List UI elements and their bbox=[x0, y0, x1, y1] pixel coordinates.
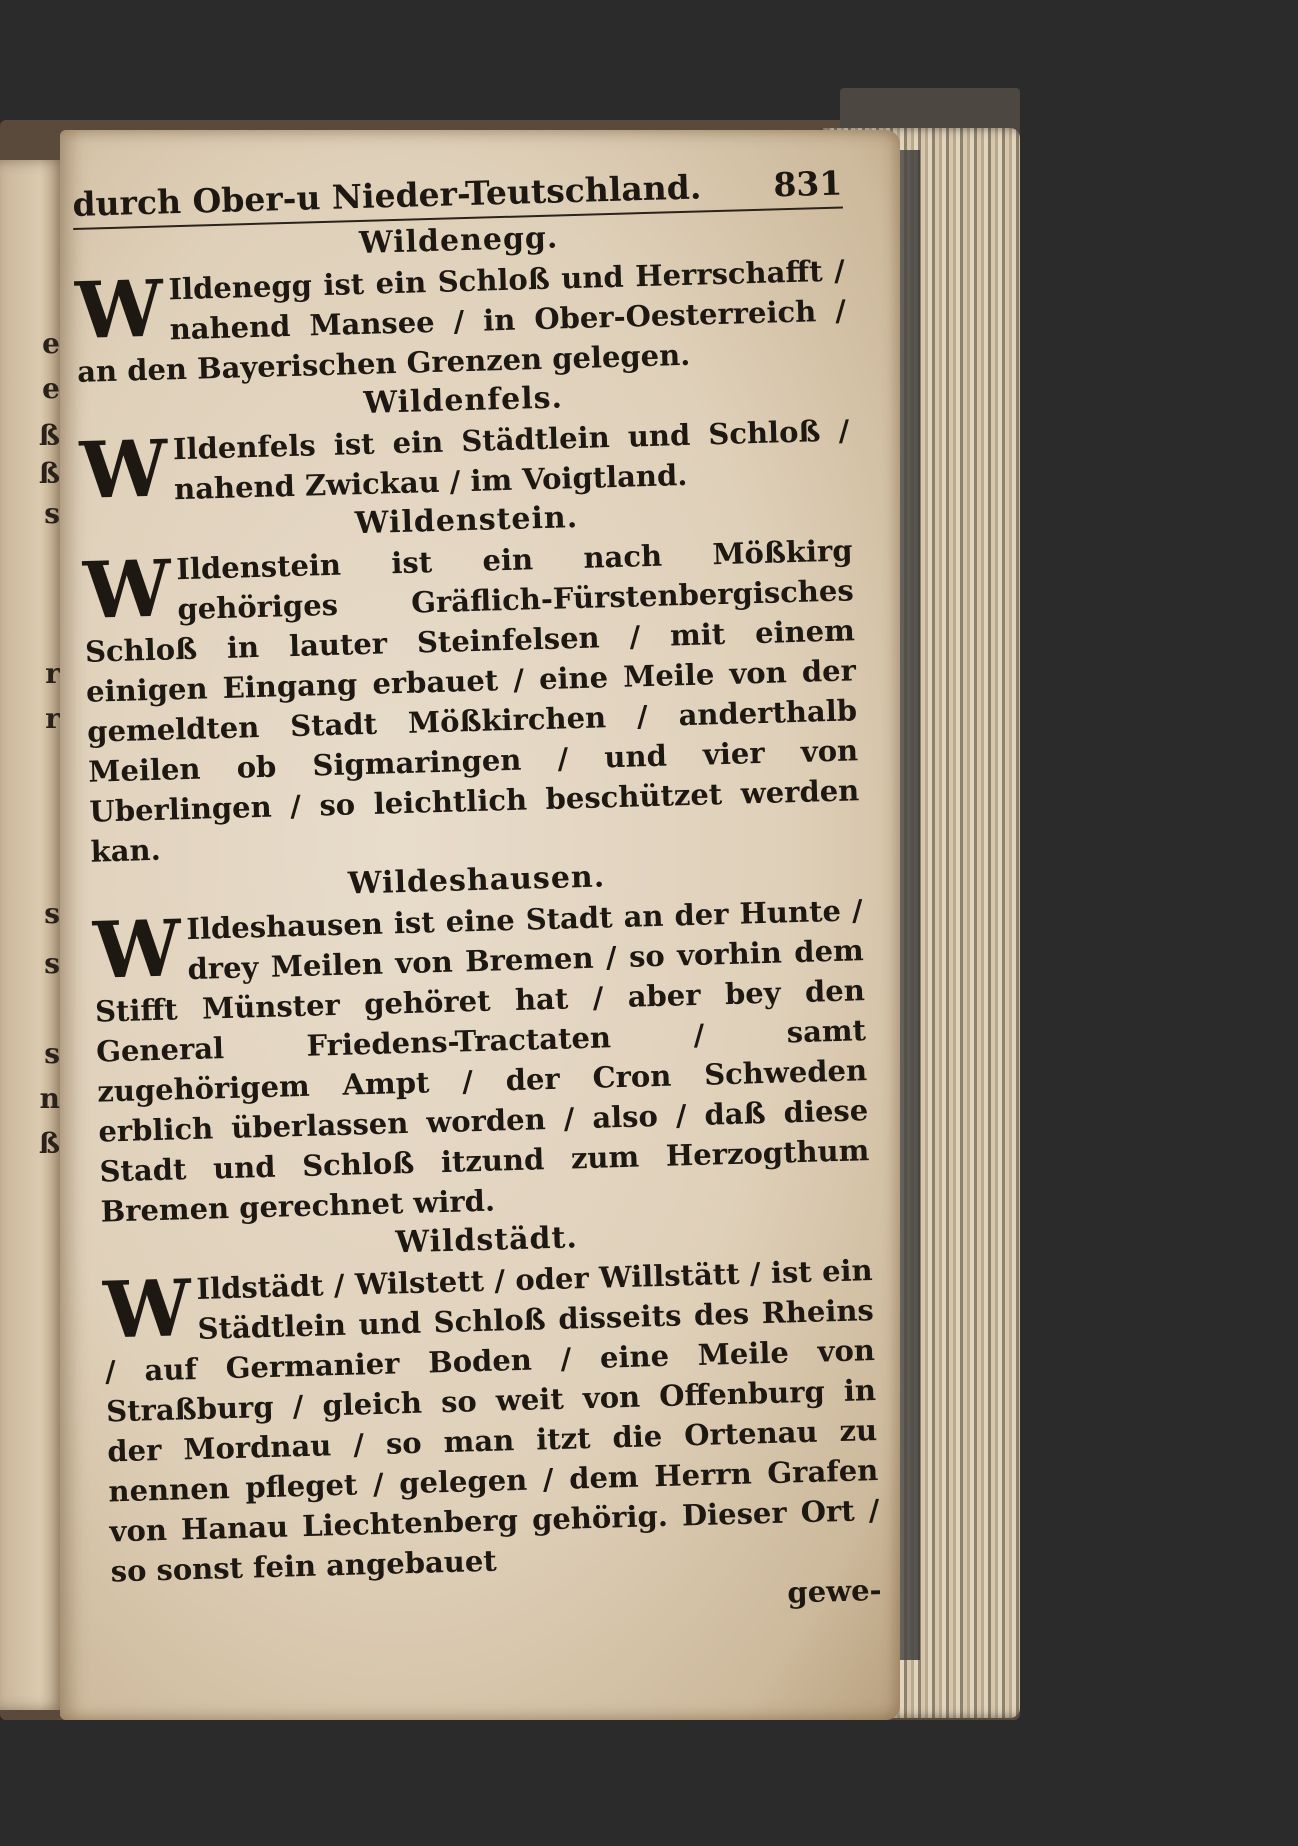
left-page-edge bbox=[0, 160, 66, 1710]
left-page-fragment: s bbox=[44, 497, 60, 530]
left-page-fragment: s bbox=[44, 947, 60, 980]
entry-body: Ildenfels ist ein Städtlein und Schloß / nahend Zwickau / im Voigtland. bbox=[172, 413, 850, 507]
entry-text bbox=[102, 1250, 881, 1591]
catchword: gewe- bbox=[786, 1572, 883, 1610]
entry-heading: Wildeshausen. bbox=[347, 859, 606, 902]
drop-initial: W bbox=[92, 903, 183, 997]
page-number: 831 bbox=[772, 163, 843, 205]
entry-body: Ildenegg ist ein Schloß und Herrschafft / nahend Mansee / in Ober-Oesterreich / an den Bayerischen Grenzen gelegen. bbox=[76, 253, 847, 389]
entry-heading: Wildstädt. bbox=[394, 1220, 579, 1261]
drop-initial: W bbox=[78, 423, 169, 517]
left-page-fragment: e bbox=[42, 372, 60, 405]
drop-initial: W bbox=[74, 263, 165, 357]
entry-heading: Wildenfels. bbox=[362, 380, 564, 421]
entry-body: Ildeshausen ist eine Stadt an der Hunte / drey Meilen von Bremen / so vorhin dem Stifft Münster gehöret hat / aber bey den General Friedens-Tractaten / samt zugehörigem Ampt / der Cron Schweden erblich überlassen worden / also / daß diese Stadt und Schloß itzund zum Herzogthum Bremen gerechnet wird. bbox=[94, 893, 870, 1229]
entry-text bbox=[92, 890, 871, 1231]
page-text bbox=[72, 164, 882, 1632]
entry-text bbox=[82, 530, 861, 871]
entry-text bbox=[74, 250, 847, 391]
drop-initial: W bbox=[82, 543, 173, 637]
left-page-fragment: ß bbox=[38, 457, 60, 490]
running-head-title: durch Ober-u Nieder-Teutschland. bbox=[72, 167, 702, 224]
entry-body: Ildstädt / Wilstett / oder Willstätt / ist ein Städtlein und Schloß disseits des Rheins / auf Germanier Boden / eine Meile von Straßburg / gleich so weit von Offenburg in der Mordnau / so man itzt die Ortenau zu nennen pfleget / gelegen / dem Herrn Grafen von Hanau Liechtenberg gehörig. Dieser Ort / so sonst fein angebauet bbox=[104, 1253, 880, 1589]
left-page-fragment: e bbox=[42, 327, 60, 360]
left-page-fragment: s bbox=[44, 1037, 60, 1070]
entry-heading: Wildenstein. bbox=[354, 500, 579, 542]
left-page-fragment: r bbox=[45, 702, 60, 735]
left-page-fragment: r bbox=[45, 657, 60, 690]
left-page-fragment: ß bbox=[38, 419, 60, 452]
left-page-fragment: s bbox=[44, 897, 60, 930]
entry-heading: Wildenegg. bbox=[358, 220, 559, 262]
left-page-fragment: n bbox=[39, 1082, 60, 1115]
entry-body: Ildenstein ist ein nach Mößkirg gehöriges Gräflich-Fürstenbergisches Schloß in lauter Steinfelsen / mit einem einigen Eingang erbauet / eine Meile von der gemeldten Stadt Mößkirchen / anderthalb Meilen ob Sigmaringen / und vier von Uberlingen / so leichtlich beschützet werden kan. bbox=[84, 533, 860, 869]
left-page-fragment: ß bbox=[38, 1127, 60, 1160]
drop-initial: W bbox=[102, 1263, 193, 1357]
